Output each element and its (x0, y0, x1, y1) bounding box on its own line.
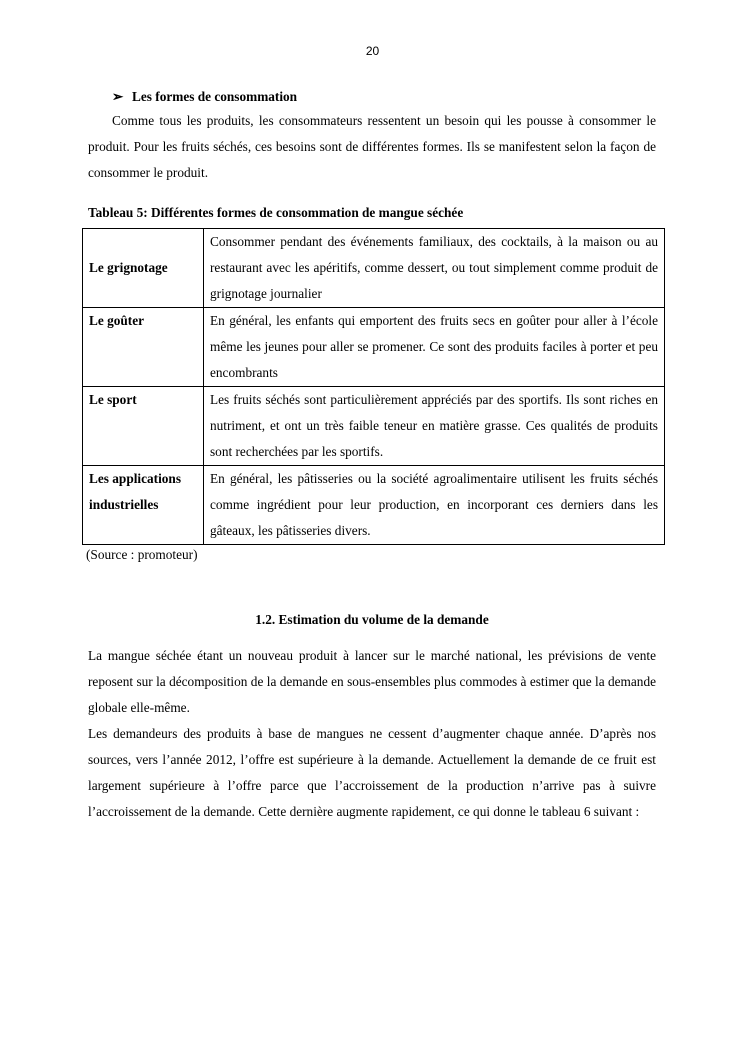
page-number: 20 (365, 44, 380, 58)
table-row (83, 308, 665, 387)
table-caption: Tableau 5: Différentes formes de consommation de mangue séchée (88, 205, 464, 220)
row-label: Le grignotage (83, 229, 204, 308)
consumption-forms-table (82, 228, 665, 545)
table-row (83, 387, 665, 466)
arrow-bullet-icon: ➢ (112, 89, 124, 104)
row-label: Le sport (83, 387, 204, 466)
row-label: Les applications industrielles (83, 466, 204, 545)
estimation-paragraph-1: La mangue séchée étant un nouveau produit à lancer sur le marché national, les prévisions de vente reposent sur la décomposition de la demande en sous-ensembles plus commodes à estimer que la demande globale elle-même. (88, 648, 656, 715)
estimation-paragraph-2: Les demandeurs des produits à base de mangues ne cessent d’augmenter chaque année. D’après nos sources, vers l’année 2012, l’offre est supérieure à la demande. Actuellement la demande de ce fruit est largement supérieure à l’offre parce que l’accroissement de la production n’arrive pas à suivre l’accroissement de la demande. Cette dernière augmente rapidement, ce qui donne le tableau 6 suivant : (88, 726, 656, 819)
table-row (83, 466, 665, 545)
row-description: Consommer pendant des événements familiaux, des cocktails, à la maison ou au restaurant avec les apéritifs, comme dessert, ou tout simplement comme produit de grignotage journalier (204, 229, 665, 308)
section-heading (88, 86, 656, 108)
section-heading-text: Les formes de consommation (132, 89, 298, 104)
section-title: 1.2. Estimation du volume de la demande (255, 612, 489, 627)
row-description: En général, les enfants qui emportent des fruits secs en goûter pour aller à l’école même les jeunes pour aller se promener. Ce sont des produits faciles à porter et peu encombrants (204, 308, 665, 387)
row-description: En général, les pâtisseries ou la société agroalimentaire utilisent les fruits séchés comme ingrédient pour leur production, en incorporant ces derniers dans les gâteaux, les pâtisseries divers. (204, 466, 665, 545)
row-description: Les fruits séchés sont particulièrement appréciés par des sportifs. Ils sont riches en nutriment, et ont un très faible teneur en matière grasse. Ces qualités de produits sont recherchées par les sportifs. (204, 387, 665, 466)
intro-paragraph: Comme tous les produits, les consommateurs ressentent un besoin qui les pousse à consommer le produit. Pour les fruits séchés, ces besoins sont de différentes formes. Ils se manifestent selon la façon de consommer le produit. (88, 113, 656, 180)
page-content (88, 86, 656, 825)
table-source: (Source : promoteur) (86, 547, 198, 562)
row-label: Le goûter (83, 308, 204, 387)
table-row (83, 229, 665, 308)
